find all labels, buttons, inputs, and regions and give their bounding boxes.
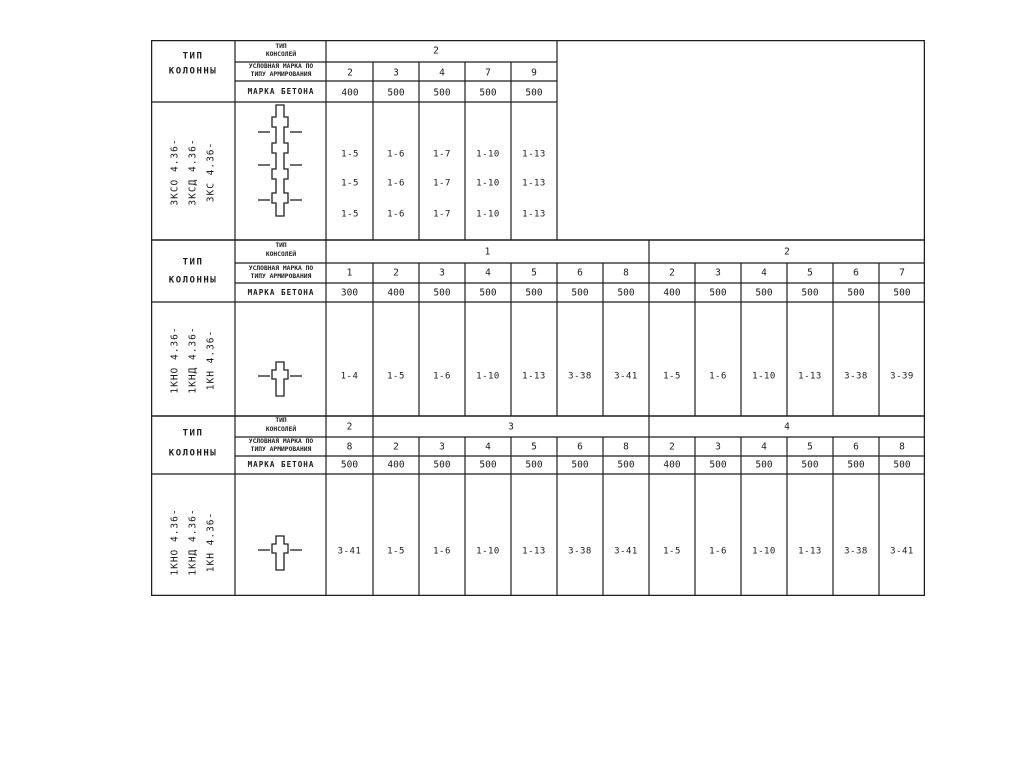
section2-concrete-9: 500 (755, 287, 773, 299)
section2-concrete-11: 500 (847, 287, 865, 299)
value-1-r1-c1: 1-6 (387, 178, 405, 189)
reinforcement-label-3b: ТИПУ АРМИРОВАНИЯ (250, 445, 312, 453)
section3-concrete-12: 500 (893, 459, 911, 471)
console-type-label-3b: КОНСОЛЕЙ (265, 425, 297, 433)
concrete-grade-label-3: МАРКА БЕТОНА (247, 460, 315, 470)
console-type-label-1: ТИП (275, 42, 287, 50)
section3-value-3: 1-10 (476, 546, 500, 557)
section2-concrete-2: 500 (433, 287, 451, 299)
section2-value-6: 3-41 (614, 371, 638, 382)
reinforcement-label-3: УСЛОВНАЯ МАРКА ПО (248, 437, 314, 445)
section2-reinforcement-4: 5 (531, 267, 537, 279)
section2-concrete-7: 400 (663, 287, 681, 299)
section3-concrete-11: 500 (847, 459, 865, 471)
value-1-r2-c3: 1-10 (476, 209, 500, 220)
value-1-r0-c1: 1-6 (387, 149, 405, 160)
reinforcement-label-1: УСЛОВНАЯ МАРКА ПО (248, 62, 314, 70)
table-grid (151, 40, 925, 596)
column-type-3-0: 1КНО 4.36- (169, 508, 181, 576)
section3-reinforcement-9: 4 (761, 441, 767, 453)
value-1-r1-c2: 1-7 (433, 178, 451, 189)
section2-value-1: 1-5 (387, 371, 405, 382)
section3-console-group-2: 4 (784, 420, 790, 432)
column-section-triple-console-icon (258, 105, 302, 216)
section3-value-4: 1-13 (522, 546, 546, 557)
column-section-single-console-icon (258, 362, 302, 396)
concrete-1-4: 500 (525, 87, 543, 99)
column-type-3-1: 1КНД 4.36- (187, 508, 199, 576)
value-1-r1-c3: 1-10 (476, 178, 500, 189)
section3-value-7: 1-5 (663, 546, 681, 557)
section2-concrete-5: 500 (571, 287, 589, 299)
reinforcement-1-3: 7 (485, 67, 491, 79)
reinforcement-1-2: 4 (439, 67, 445, 79)
reinforcement-label-2b: ТИПУ АРМИРОВАНИЯ (250, 272, 312, 280)
column-type-heading-2-line2: КОЛОННЫ (168, 275, 218, 286)
section2-value-12: 3-39 (890, 371, 914, 382)
column-type-1-0: 3КСО 4.36- (169, 138, 181, 206)
section2-console-group-0: 1 (484, 245, 491, 257)
value-1-r0-c2: 1-7 (433, 149, 451, 160)
section3-concrete-0: 500 (340, 459, 359, 471)
section2-console-group-1: 2 (784, 245, 790, 257)
column-type-heading-2: ТИП (182, 257, 204, 268)
column-type-2-1: 1КНД 4.36- (187, 326, 199, 394)
section3-reinforcement-5: 6 (577, 441, 583, 453)
section2-value-10: 1-13 (798, 371, 822, 382)
column-type-1-2: 3КС 4.36- (205, 141, 217, 203)
section3-reinforcement-4: 5 (531, 441, 537, 453)
section3-reinforcement-11: 6 (853, 441, 859, 453)
concrete-1-2: 500 (433, 87, 451, 99)
column-type-heading-1: ТИП (182, 51, 204, 62)
section2-value-5: 3-38 (568, 371, 592, 382)
section3-concrete-6: 500 (617, 459, 635, 471)
section3-value-0: 3-41 (337, 546, 362, 557)
console-type-label-1b: КОНСОЛЕЙ (265, 50, 297, 58)
section2-value-8: 1-6 (709, 371, 727, 382)
section2-reinforcement-5: 6 (577, 267, 583, 279)
section3-concrete-3: 500 (479, 459, 497, 471)
section2-value-4: 1-13 (522, 371, 546, 382)
concrete-1-1: 500 (387, 87, 405, 99)
reinforcement-1-1: 3 (393, 67, 399, 79)
section2-reinforcement-10: 5 (807, 267, 813, 279)
section3-reinforcement-6: 8 (623, 441, 629, 453)
section3-value-2: 1-6 (433, 546, 451, 557)
section2-reinforcement-9: 4 (761, 267, 767, 279)
section2-value-11: 3-38 (844, 371, 868, 382)
console-type-label-2b: КОНСОЛЕЙ (265, 250, 297, 258)
column-type-heading-3-line2: КОЛОННЫ (168, 448, 218, 459)
section2-concrete-8: 500 (709, 287, 727, 299)
value-1-r2-c0: 1-5 (341, 209, 359, 220)
section3-reinforcement-8: 3 (715, 441, 721, 453)
section2-reinforcement-7: 2 (669, 267, 675, 279)
section2-concrete-1: 400 (387, 287, 405, 299)
section2-concrete-4: 500 (525, 287, 543, 299)
console-group-1: 2 (433, 45, 439, 57)
section3-concrete-8: 500 (709, 459, 727, 471)
column-type-heading-3: ТИП (182, 428, 204, 439)
column-type-2-2: 1КН 4.36- (205, 329, 217, 391)
section3-console-group-1: 3 (508, 420, 514, 432)
section2-reinforcement-8: 3 (715, 267, 721, 279)
value-1-r0-c0: 1-5 (341, 149, 359, 160)
section3-concrete-5: 500 (571, 459, 589, 471)
section2-concrete-10: 500 (801, 287, 819, 299)
concrete-grade-label-2: МАРКА БЕТОНА (247, 288, 315, 298)
section2-reinforcement-11: 6 (853, 267, 859, 279)
section2-reinforcement-0: 1 (346, 267, 353, 279)
concrete-grade-label-1: МАРКА БЕТОНА (247, 87, 315, 97)
section3-reinforcement-7: 2 (669, 441, 675, 453)
section2-value-2: 1-6 (433, 371, 451, 382)
section2-concrete-12: 500 (893, 287, 911, 299)
reinforcement-label-2: УСЛОВНАЯ МАРКА ПО (248, 264, 314, 272)
section3-value-9: 1-10 (752, 546, 776, 557)
value-1-r1-c4: 1-13 (522, 178, 546, 189)
section3-value-10: 1-13 (798, 546, 822, 557)
section2-reinforcement-6: 8 (623, 267, 629, 279)
section3-reinforcement-2: 3 (439, 441, 445, 453)
console-type-label-3: ТИП (275, 416, 287, 424)
section2-reinforcement-1: 2 (393, 267, 399, 279)
value-1-r2-c1: 1-6 (387, 209, 405, 220)
section3-concrete-1: 400 (387, 459, 405, 471)
section2-value-0: 1-4 (340, 371, 359, 382)
value-1-r2-c2: 1-7 (433, 209, 451, 220)
column-section-single-console-icon-2 (258, 536, 302, 570)
section3-value-12: 3-41 (890, 546, 914, 557)
section3-value-11: 3-38 (844, 546, 868, 557)
reinforcement-1-0: 2 (347, 67, 353, 79)
value-1-r0-c3: 1-10 (476, 149, 500, 160)
section3-reinforcement-10: 5 (807, 441, 813, 453)
section3-concrete-2: 500 (433, 459, 451, 471)
console-type-label-2: ТИП (275, 241, 287, 249)
value-1-r1-c0: 1-5 (341, 178, 359, 189)
section3-value-8: 1-6 (709, 546, 727, 557)
section2-reinforcement-12: 7 (899, 267, 905, 279)
section2-concrete-0: 300 (340, 287, 359, 299)
section3-value-5: 3-38 (568, 546, 592, 557)
section3-concrete-4: 500 (525, 459, 543, 471)
section3-concrete-10: 500 (801, 459, 819, 471)
section3-concrete-7: 400 (663, 459, 681, 471)
section3-reinforcement-0: 8 (346, 441, 353, 453)
column-type-3-2: 1КН 4.36- (205, 511, 217, 573)
section2-value-9: 1-10 (752, 371, 776, 382)
value-1-r2-c4: 1-13 (522, 209, 546, 220)
section3-reinforcement-1: 2 (393, 441, 399, 453)
reinforcement-table-document (151, 40, 925, 596)
section3-reinforcement-12: 8 (899, 441, 905, 453)
section2-concrete-3: 500 (479, 287, 497, 299)
section3-value-6: 3-41 (614, 546, 638, 557)
section3-console-group-0: 2 (346, 420, 353, 432)
column-type-2-0: 1КНО 4.36- (169, 326, 181, 394)
section2-concrete-6: 500 (617, 287, 635, 299)
section2-reinforcement-2: 3 (439, 267, 445, 279)
section2-reinforcement-3: 4 (485, 267, 491, 279)
column-type-1-1: 3КСД 4.36- (187, 138, 199, 206)
concrete-1-3: 500 (479, 87, 497, 99)
section3-reinforcement-3: 4 (485, 441, 491, 453)
column-type-heading-1-line2: КОЛОННЫ (168, 66, 218, 77)
value-1-r0-c4: 1-13 (522, 149, 546, 160)
concrete-1-0: 400 (341, 87, 359, 99)
section3-value-1: 1-5 (387, 546, 405, 557)
reinforcement-1-4: 9 (531, 67, 537, 79)
reinforcement-label-1b: ТИПУ АРМИРОВАНИЯ (250, 70, 312, 78)
section2-value-7: 1-5 (663, 371, 681, 382)
section3-concrete-9: 500 (755, 459, 773, 471)
section2-value-3: 1-10 (476, 371, 500, 382)
